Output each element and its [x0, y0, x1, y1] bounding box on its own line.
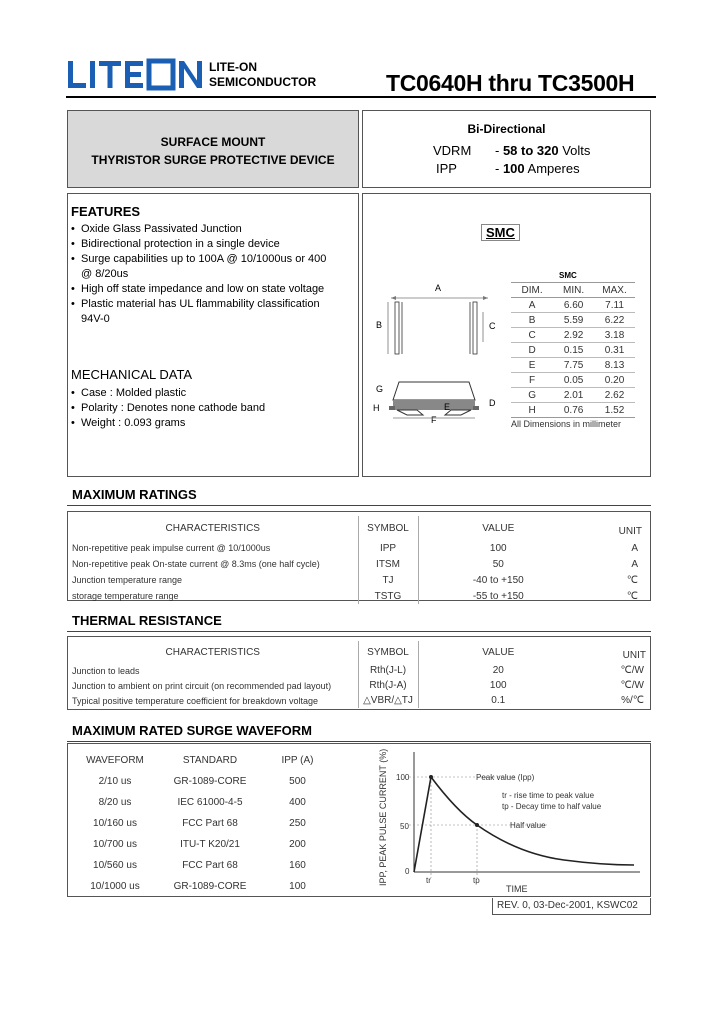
unit-cell: A: [631, 558, 638, 570]
symbol-cell: ITSM: [376, 558, 400, 570]
device-line-1: SURFACE MOUNT: [160, 135, 266, 149]
standard-cell: IEC 61000-4-5: [177, 797, 243, 808]
symbol-cell: Rth(J-L): [369, 665, 407, 676]
dim-cell: G: [528, 389, 536, 401]
max-ratings-table: [68, 516, 650, 604]
table-row: [68, 556, 650, 572]
waveform-cell: 2/10 us: [98, 776, 132, 787]
surge-header: [67, 720, 651, 742]
ipp-cell: 250: [289, 818, 306, 829]
feature-item: • Plastic material has UL flammability classification 94V-0: [71, 297, 333, 327]
spec-box: [362, 110, 651, 188]
max-cell: 0.20: [604, 374, 625, 386]
min-cell: 2.92: [563, 329, 584, 341]
ipp-value: 100: [502, 161, 525, 176]
waveform-cell: 10/700 us: [93, 839, 137, 850]
min-cell: 6.60: [563, 299, 584, 311]
symbol-cell: TJ: [382, 574, 394, 586]
value-cell: 100: [418, 678, 578, 693]
table-row: [68, 588, 650, 604]
vdrm-unit: Volts: [558, 143, 591, 158]
characteristic-cell: Non-repetitive peak impulse current @ 10/1000us: [68, 540, 358, 556]
standard-cell: GR-1089-CORE: [173, 881, 247, 892]
col-value: VALUE: [418, 641, 578, 663]
dim-header: DIM.: [521, 284, 543, 296]
ipp-cell: 160: [289, 860, 306, 871]
table-row: [70, 876, 335, 897]
package-top-view-drawing: [373, 282, 508, 362]
col-waveform: WAVEFORM: [86, 755, 144, 766]
waveform-cell: 8/20 us: [98, 797, 132, 808]
standard-cell: FCC Part 68: [182, 818, 238, 829]
package-box: [362, 193, 651, 477]
surge-header-row: [70, 750, 335, 771]
max-ratings-table-box: [67, 511, 651, 601]
company-line-1: LITE-ON: [209, 60, 257, 74]
value-cell: -40 to +150: [418, 572, 578, 588]
half-annotation: Half value: [510, 821, 546, 830]
table-row: [511, 298, 635, 313]
table-row: [511, 403, 635, 418]
y-tick-0: 0: [405, 867, 410, 876]
dimension-table-title: SMC: [559, 271, 577, 280]
table-row: [70, 813, 335, 834]
thermal-header-row: [68, 641, 650, 663]
device-description-box: [67, 110, 359, 188]
standard-cell: GR-1089-CORE: [173, 776, 247, 787]
max-ratings-header-row: [68, 516, 650, 540]
ipp-cell: 500: [289, 776, 306, 787]
characteristic-cell: storage temperature range: [68, 588, 358, 604]
y-tick-50: 50: [400, 822, 409, 831]
dim-c-label: C: [489, 321, 496, 331]
col-unit: UNIT: [622, 649, 646, 661]
max-cell: 1.52: [604, 404, 625, 416]
feature-item: • Surge capabilities up to 100A @ 10/1000us or 400 @ 8/20us: [71, 252, 333, 282]
features-title: FEATURES: [71, 204, 141, 219]
max-cell: 7.11: [605, 299, 624, 311]
vdrm-value: 58 to 320: [502, 143, 559, 158]
dim-e-label: E: [444, 402, 451, 412]
dim-cell: E: [528, 359, 536, 371]
table-row: [511, 358, 635, 373]
device-line-2: THYRISTOR SURGE PROTECTIVE DEVICE: [91, 153, 335, 167]
logo: [66, 58, 206, 92]
feature-item: • High off state impedance and low on state voltage: [71, 282, 333, 297]
dim-f-label: F: [431, 415, 437, 425]
max-cell: 6.22: [604, 314, 625, 326]
table-row: [68, 678, 650, 693]
mechanical-item: • Weight : 0.093 grams: [71, 416, 341, 431]
spec-title: Bi-Directional: [467, 122, 546, 136]
unit-cell: ℃: [626, 574, 638, 586]
liteon-logo-icon: [66, 58, 206, 92]
max-cell: 3.18: [604, 329, 625, 341]
header-rule: [66, 96, 656, 98]
table-row: [511, 373, 635, 388]
col-ipp: IPP (A): [281, 755, 314, 766]
features-list: [71, 222, 333, 327]
table-row: [68, 663, 650, 678]
ipp-label: IPP: [436, 161, 457, 176]
surge-box: [67, 743, 651, 897]
dim-cell: H: [528, 404, 536, 416]
ipp-dash: -: [495, 161, 503, 176]
thermal-table: [68, 641, 650, 708]
dim-h-label: H: [373, 403, 380, 413]
unit-cell: ℃/W: [620, 680, 644, 691]
col-characteristics: CHARACTERISTICS: [68, 641, 358, 663]
company-name: [209, 60, 316, 90]
table-row: [68, 540, 650, 556]
mechanical-item: • Case : Molded plastic: [71, 386, 341, 401]
dim-cell: A: [528, 299, 536, 311]
characteristic-cell: Junction to leads: [68, 663, 358, 678]
dim-g-label: G: [376, 384, 384, 394]
value-cell: -55 to +150: [418, 588, 578, 604]
standard-cell: FCC Part 68: [182, 860, 238, 871]
ipp-cell: 100: [289, 881, 306, 892]
ipp-spec: [495, 161, 580, 176]
min-cell: 2.01: [563, 389, 584, 401]
min-header: MIN.: [563, 284, 585, 296]
table-row: [70, 792, 335, 813]
feature-item: • Bidirectional protection in a single device: [71, 237, 333, 252]
table-row: [68, 693, 650, 708]
characteristic-cell: Junction temperature range: [68, 572, 358, 588]
vdrm-dash: -: [495, 143, 503, 158]
revision-box: [492, 898, 651, 915]
dim-cell: B: [528, 314, 536, 326]
min-cell: 0.15: [563, 344, 584, 356]
table-row: [511, 343, 635, 358]
mechanical-item: • Polarity : Denotes none cathode band: [71, 401, 341, 416]
thermal-table-box: [67, 636, 651, 710]
col-symbol: SYMBOL: [367, 646, 409, 658]
unit-cell: %/℃: [621, 695, 644, 706]
waveform-cell: 10/560 us: [93, 860, 137, 871]
min-cell: 0.05: [563, 374, 584, 386]
mechanical-list: [71, 386, 341, 431]
x-tick-tp: tp: [473, 876, 480, 885]
symbol-cell: TSTG: [374, 590, 402, 602]
thermal-header: [67, 610, 651, 632]
standard-cell: ITU-T K20/21: [180, 839, 240, 850]
unit-cell: ℃: [626, 590, 638, 602]
table-row: [70, 771, 335, 792]
col-standard: STANDARD: [182, 755, 238, 766]
table-row: [68, 572, 650, 588]
symbol-cell: △VBR/△TJ: [363, 695, 413, 706]
table-row: [511, 328, 635, 343]
waveform-cell: 10/1000 us: [90, 881, 140, 892]
thermal-title: THERMAL RESISTANCE: [72, 613, 222, 628]
col-characteristics: CHARACTERISTICS: [68, 516, 358, 540]
unit-cell: A: [631, 542, 638, 554]
company-line-2: SEMICONDUCTOR: [209, 75, 317, 89]
min-cell: 7.75: [563, 359, 584, 371]
max-ratings-header: [67, 484, 651, 506]
feature-item: • Oxide Glass Passivated Junction: [71, 222, 333, 237]
surge-table: [70, 750, 335, 897]
revision-text: REV. 0, 03-Dec-2001, KSWC02: [497, 900, 638, 911]
max-cell: 0.31: [604, 344, 625, 356]
value-cell: 20: [418, 663, 578, 678]
x-axis-label: TIME: [506, 884, 528, 894]
characteristic-cell: Non-repetitive peak On-state current @ 8.3ms (one half cycle): [68, 556, 358, 572]
dimension-table: [511, 282, 635, 418]
col-unit: UNIT: [618, 525, 642, 537]
table-row: [511, 388, 635, 403]
package-side-view-drawing: [371, 370, 509, 428]
ipp-cell: 200: [289, 839, 306, 850]
max-header: MAX.: [602, 284, 627, 296]
vdrm-spec: [495, 143, 590, 158]
unit-cell: ℃/W: [620, 665, 644, 676]
waveform-cell: 10/160 us: [93, 818, 137, 829]
y-tick-100: 100: [396, 773, 410, 782]
max-ratings-title: MAXIMUM RATINGS: [72, 487, 197, 502]
table-row: [70, 855, 335, 876]
characteristic-cell: Junction to ambient on print circuit (on recommended pad layout): [68, 678, 358, 693]
ipp-cell: 400: [289, 797, 306, 808]
table-row: [511, 313, 635, 328]
dim-a-label: A: [435, 283, 442, 293]
value-cell: 50: [418, 556, 578, 572]
dimension-note: All Dimensions in millimeter: [511, 419, 622, 429]
part-title: TC0640H thru TC3500H: [386, 70, 635, 96]
max-cell: 8.13: [604, 359, 625, 371]
characteristic-cell: Typical positive temperature coefficient for breakdown voltage: [68, 693, 358, 708]
ipp-unit: Amperes: [524, 161, 580, 176]
symbol-cell: Rth(J-A): [369, 680, 407, 691]
surge-waveform-chart: [364, 746, 648, 896]
surge-title: MAXIMUM RATED SURGE WAVEFORM: [72, 723, 313, 738]
dim-cell: C: [528, 329, 536, 341]
package-name: SMC: [481, 224, 520, 241]
max-cell: 2.62: [604, 389, 625, 401]
vdrm-label: VDRM: [433, 143, 472, 158]
peak-annotation: Peak value (Ipp): [476, 773, 535, 782]
col-value: VALUE: [418, 516, 578, 540]
min-cell: 0.76: [563, 404, 584, 416]
features-box: [67, 193, 359, 477]
dim-cell: D: [528, 344, 536, 356]
value-cell: 0.1: [418, 693, 578, 708]
dim-d-label: D: [489, 398, 496, 408]
min-cell: 5.59: [563, 314, 584, 326]
table-row: [70, 834, 335, 855]
mechanical-title: MECHANICAL DATA: [71, 367, 193, 382]
x-tick-tr: tr: [426, 876, 431, 885]
tp-annotation: tp - Decay time to half value: [502, 802, 602, 811]
value-cell: 100: [418, 540, 578, 556]
col-symbol: SYMBOL: [367, 522, 409, 534]
y-axis-label: IPP, PEAK PULSE CURRENT (%): [378, 748, 388, 886]
dimension-table-header: [511, 283, 635, 298]
symbol-cell: IPP: [379, 542, 397, 554]
dim-cell: F: [529, 374, 536, 386]
dim-b-label: B: [376, 320, 383, 330]
tr-annotation: tr - rise time to peak value: [502, 791, 595, 800]
